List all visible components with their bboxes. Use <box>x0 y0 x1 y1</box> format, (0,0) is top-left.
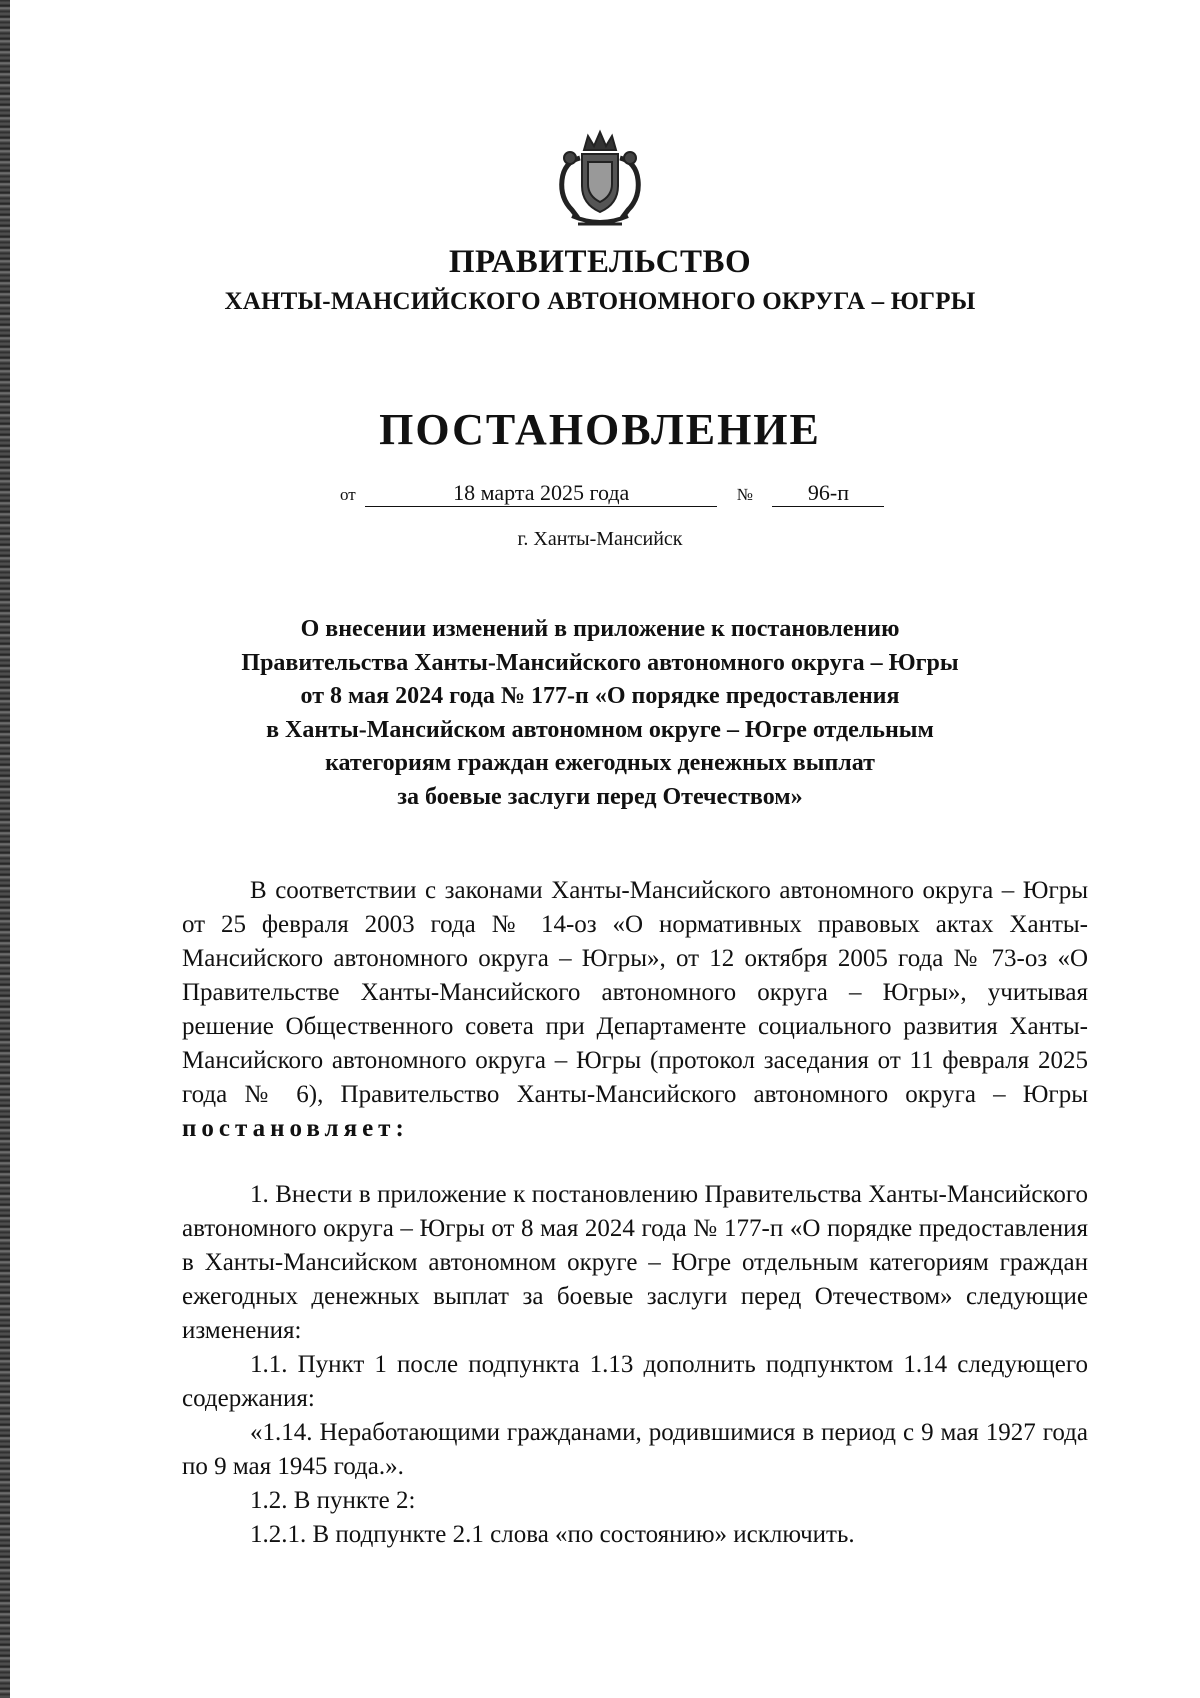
coat-of-arms-icon <box>552 128 648 232</box>
heading-line: за боевые заслуги перед Отечеством» <box>397 783 803 810</box>
heading-line: О внесении изменений в приложение к постановлению <box>300 616 900 642</box>
city: г. Ханты-Мансийск <box>517 528 683 550</box>
heading-line: Правительства Ханты-Мансийского автономного округа – Югры <box>241 649 959 676</box>
region-title: ХАНТЫ-МАНСИЙСКОГО АВТОНОМНОГО ОКРУГА – ЮГРЫ <box>224 288 976 315</box>
heading-line: в Ханты-Мансийском автономном округе – Югре отдельным <box>266 716 934 743</box>
document-body <box>182 874 1088 1552</box>
item-1-14: «1.14. Неработающими гражданами, родившимися в период с 9 мая 1927 года по 9 мая 1945 года.». <box>182 1419 1088 1480</box>
date-number-line <box>340 480 884 507</box>
document-number: 96-п <box>772 480 884 507</box>
heading-line: от 8 мая 2024 года № 177-п «О порядке предоставления <box>300 683 900 709</box>
document-date: 18 марта 2025 года <box>365 480 717 507</box>
item-1-1: 1.1. Пункт 1 после подпункта 1.13 дополнить подпунктом 1.14 следующего содержания: <box>182 1351 1088 1412</box>
preamble-text: В соответствии с законами Ханты-Мансийского автономного округа – Югры от 25 февраля 2003 года № 14-оз «О нормативных правовых актах Ханты-Мансийского автономного округа – Югры», от 12 октября 2005 года № 73-оз «О Правительстве Ханты-Мансийского автономного округа – Югры», учитывая решение Общественного совета при Департаменте социального развития Ханты-Мансийского автономного округа – Югры (протокол заседания от 11 февраля 2025 года № 6), Правительство Ханты-Мансийского автономного округа – Югры <box>182 877 1088 1108</box>
government-title: ПРАВИТЕЛЬСТВО <box>448 244 752 280</box>
item-1-2-1: 1.2.1. В подпункте 2.1 слова «по состоянию» исключить. <box>250 1521 855 1548</box>
heading-line: категориям граждан ежегодных денежных выплат <box>325 750 875 776</box>
resolves-word: постановляет: <box>182 1115 409 1142</box>
preamble-paragraph <box>182 874 1088 1146</box>
document-heading <box>180 613 1020 814</box>
document-type: ПОСТАНОВЛЕНИЕ <box>379 405 821 454</box>
number-label: № <box>736 485 753 504</box>
date-label: от <box>340 485 356 504</box>
item-1: 1. Внести в приложение к постановлению Правительства Ханты-Мансийского автономного округа – Югры от 8 мая 2024 года № 177-п «О порядке предоставления в Ханты-Мансийском автономном округе – Югре отдельным категориям граждан ежегодных денежных выплат за боевые заслуги перед Отечеством» следующие изменения: <box>182 1181 1088 1344</box>
item-1-2: 1.2. В пункте 2: <box>250 1487 416 1514</box>
